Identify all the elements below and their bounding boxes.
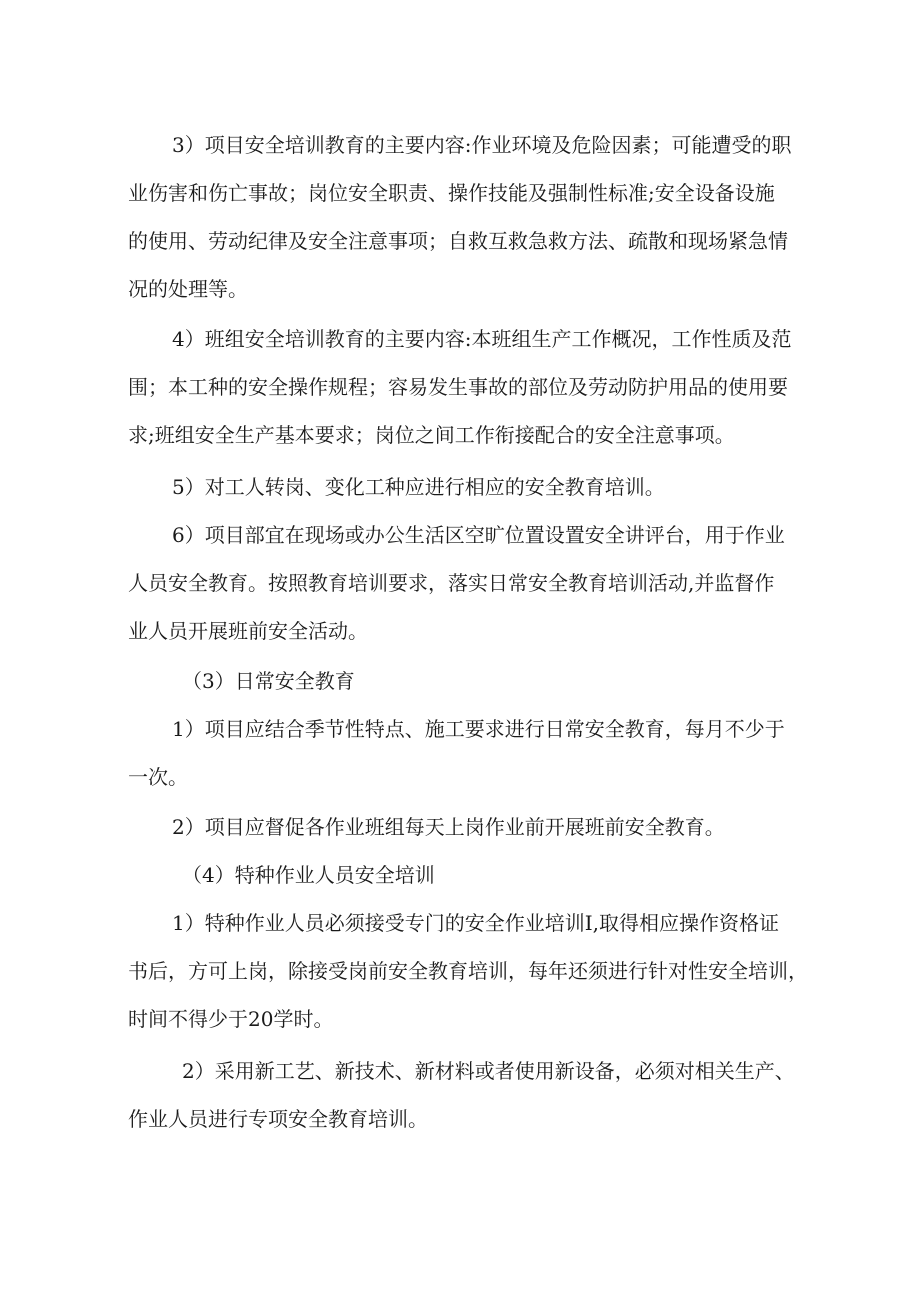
section-heading-special-operations — [128, 851, 808, 899]
paragraph-team-training-content — [128, 315, 808, 459]
text-line: 1）特种作业人员必须接受专门的安全作业培训I,取得相应操作资格证 — [172, 911, 779, 935]
paragraph-project-training-content — [128, 121, 808, 313]
text-line: 5）对工人转岗、变化工种应进行相应的安全教育培训。 — [172, 475, 665, 499]
text-line: 时间不得少于20学时。 — [128, 1007, 334, 1031]
text-line: 3）项目安全培训教育的主要内容:作业环境及危险因素；可能遭受的职 — [172, 133, 792, 157]
text-line: 6）项目部宜在现场或办公生活区空旷位置设置安全讲评台，用于作业 — [172, 523, 785, 547]
text-line: 一次。 — [128, 765, 188, 789]
heading-text: （3）日常安全教育 — [182, 669, 355, 693]
paragraph-special-workers-certification — [128, 899, 808, 1043]
paragraph-safety-platform — [128, 511, 808, 655]
text-line: 人员安全教育。按照教育培训要求，落实日常安全教育培训活动,并监督作 — [128, 571, 775, 595]
text-line: 业人员开展班前安全活动。 — [128, 619, 368, 643]
text-line: 4）班组安全培训教育的主要内容:本班组生产工作概况，工作性质及范 — [172, 327, 792, 351]
text-line: 围；本工种的安全操作规程；容易发生事故的部位及劳动防护用品的使用要 — [128, 375, 788, 399]
text-line: 1）项目应结合季节性特点、施工要求进行日常安全教育，每月不少于 — [172, 717, 785, 741]
text-line: 作业人员进行专项安全教育培训。 — [128, 1107, 428, 1131]
section-heading-daily-education — [128, 657, 808, 705]
text-line: 求;班组安全生产基本要求；岗位之间工作衔接配合的安全注意事项。 — [128, 423, 735, 447]
paragraph-job-transfer — [128, 463, 808, 511]
text-line: 2）采用新工艺、新技术、新材料或者使用新设备，必须对相关生产、 — [182, 1059, 795, 1083]
text-line: 2）项目应督促各作业班组每天上岗作业前开展班前安全教育。 — [172, 815, 725, 839]
text-line: 况的处理等。 — [128, 277, 248, 301]
paragraph-pre-shift-education — [128, 803, 808, 851]
heading-text: （4）特种作业人员安全培训 — [182, 863, 435, 887]
paragraph-new-technology-training — [128, 1047, 808, 1143]
text-line: 书后，方可上岗，除接受岗前安全教育培训，每年还须进行针对性安全培训， — [128, 959, 808, 983]
paragraph-daily-education-monthly — [128, 705, 808, 801]
text-line: 的使用、劳动纪律及安全注意事项；自救互救急救方法、疏散和现场紧急情 — [128, 229, 788, 253]
text-line: 业伤害和伤亡事故；岗位安全职责、操作技能及强制性标准;安全设备设施 — [128, 181, 775, 205]
